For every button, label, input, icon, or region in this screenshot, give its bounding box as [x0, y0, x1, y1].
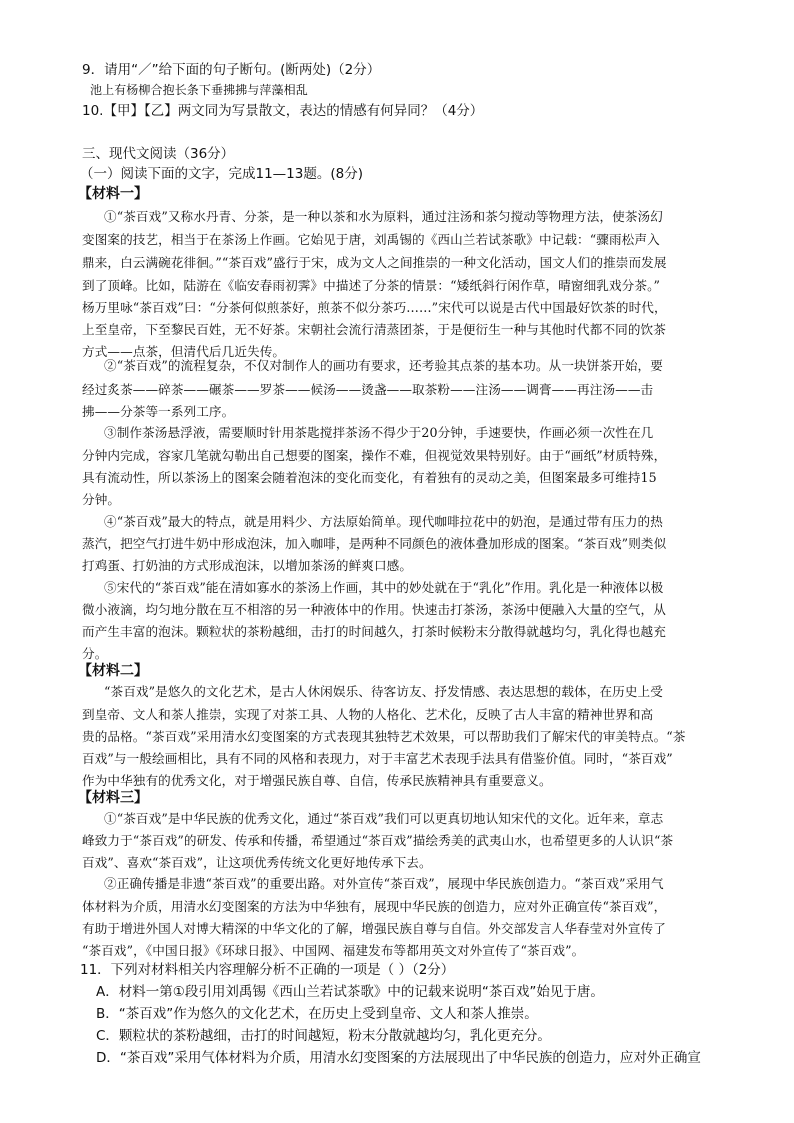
material-1-line: 方式——点茶，但清代后几近失传。 — [82, 344, 286, 359]
material-1-line: 分钟内完成，容家几笔就勾勒出自己想要的图案，操作不难，但视觉效果特别好。由于“画纸”材质特殊， — [82, 448, 667, 463]
material-1-line: 具有流动性，所以茶汤上的图案会随着泡沫的变化而变化，有着独有的灵动之美，但图案最多可维持15 — [82, 470, 657, 485]
material-3-line: ②正确传播是非遗“茶百戏”的重要出路。对外宣传“茶百戏”，展现中华民族创造力。“茶百戏”采用气 — [104, 876, 664, 891]
material-3-line: “茶百戏”，《中国日报》《环球日报》、中国网、福建发布等都用英文对外宣传了“茶百戏”。 — [82, 943, 585, 958]
material-1-line: ⑤宋代的“茶百戏”能在清如寡水的茶汤上作画，其中的妙处就在于“乳化”作用。乳化是一种液体以极 — [104, 580, 664, 595]
material-1-line: 微小液滴，均匀地分散在互不相溶的另一种液体中的作用。快速击打茶汤，茶汤中便融入大量的空气，从 — [82, 602, 666, 617]
section-3-title: 三、现代文阅读（36分） — [82, 146, 235, 162]
material-1-line: 上至皇帝，下至黎民百姓，无不好茶。宋朝社会流行清蒸团茶，于是便衍生一种与其他时代都不同的饮茶 — [82, 322, 666, 337]
material-3-line: 体材料为介质，用清水幻变图案的方法为中华独有，展现中华民族的创造力，应对外正确宣传“茶百戏”， — [82, 899, 667, 914]
material-2-line: “茶百戏”是悠久的文化艺术，是古人休闲娱乐、待客访友、抒发情感、表达思想的载体，在历史上受 — [104, 684, 663, 699]
material-3-line: 有助于增进外国人对博大精深的中华文化的了解，增强民族自尊与自信。外交部发言人华春莹对外宣传了 — [82, 921, 666, 936]
question-11-option-d: D．“茶百戏”采用气体材料为介质，用清水幻变图案的方法展现出了中华民族的创造力，应对外正确宣 — [96, 1050, 701, 1066]
material-2-line: 贵的品格。“茶百戏”采用清水幻变图案的方式表现其独特艺术效果，可以帮助我们了解宋代的审美特点。“茶 — [82, 729, 686, 744]
material-1-line: 杨万里咏“茶百戏”曰：“分茶何似煎茶好，煎茶不似分茶巧……”宋代可以说是古代中国最好饮茶的时代， — [82, 300, 667, 315]
material-3-heading: 【材料三】 — [78, 790, 148, 806]
material-1-line: 分钟。 — [82, 492, 121, 507]
material-2-line: 百戏”与一般绘画相比，具有不同的风格和表现力，对于丰富艺术表现手法具有借鉴价值。同时，“茶百戏” — [82, 751, 673, 766]
material-1-line: 拂——分茶等一系列工序。 — [82, 404, 235, 419]
material-2-line: 到皇帝、文人和茶人推崇，实现了对茶工具、人物的人格化、艺术化，反映了古人丰富的精神世界和高 — [82, 707, 654, 722]
material-1-line: 变图案的技艺，相当于在茶汤上作画。它始见于唐，刘禹锡的《西山兰若试茶歌》中记载：“骤雨松声入 — [82, 232, 660, 247]
question-9-prompt: 9．请用“／”给下面的句子断句。(断两处)（2分） — [82, 62, 381, 78]
question-10-prompt: 10.【甲】【乙】两文同为写景散文，表达的情感有何异同？（4分） — [82, 103, 484, 119]
material-1-line: ④“茶百戏”最大的特点，就是用料少、方法原始简单。现代咖啡拉花中的奶泡，是通过带有压力的热 — [104, 514, 663, 529]
question-9-sentence: 池上有杨柳合抱长条下垂拂拂与萍藻相乱 — [90, 83, 308, 97]
material-1-line: 而产生丰富的泡沫。颗粒状的茶粉越细，击打的时间越久，打茶时候粉末分散得就越均匀，乳化得也越充 — [82, 624, 666, 639]
question-11-prompt: 11．下列对材料相关内容理解分析不正确的一项是（ ）（2分） — [80, 962, 455, 978]
question-11-option-b: B．“茶百戏”作为悠久的文化艺术，在历史上受到皇帝、文人和茶人推崇。 — [96, 1006, 538, 1022]
material-3-line: 峰致力于“茶百戏”的研发、传承和传播，希望通过“茶百戏”描绘秀美的武夷山水，也希望更多的人认识“茶 — [82, 833, 674, 848]
material-1-heading: 【材料一】 — [78, 186, 148, 202]
material-1-line: 鼎来，白云满碗花徘徊。”“茶百戏”盛行于宋，成为文人之间推崇的一种文化活动，国文人们的推崇而发展 — [82, 255, 667, 270]
material-2-line: 作为中华独有的优秀文化，对于增强民族自尊、自信，传承民族精神具有重要意义。 — [82, 773, 552, 788]
material-2-heading: 【材料二】 — [78, 663, 148, 679]
material-1-line: ③制作茶汤悬浮液，需要顺时针用茶匙搅拌茶汤不得少于20分钟，手速要快，作画必须一次性在几 — [104, 425, 654, 440]
material-1-line: 蒸汽，把空气打进牛奶中形成泡沫，加入咖啡，是两种不同颜色的液体叠加形成的图案。“茶百戏”则类似 — [82, 536, 667, 551]
section-3-subtitle: （一）阅读下面的文字，完成11—13题。(8分) — [80, 166, 363, 182]
material-1-line: 分。 — [82, 646, 108, 661]
material-3-line: ①“茶百戏”是中华民族的优秀文化，通过“茶百戏”我们可以更真切地认知宋代的文化。近年来，章志 — [104, 811, 664, 826]
material-3-line: 百戏”、喜欢“茶百戏”，让这项优秀传统文化更好地传承下去。 — [82, 855, 432, 870]
material-1-line: ①“茶百戏”又称水丹青、分茶，是一种以茶和水为原料，通过注汤和茶匀搅动等物理方法，使茶汤幻 — [104, 209, 663, 224]
material-1-line: 经过炙茶——碎茶——碾茶——罗茶——候汤——烫盏——取茶粉——注汤——调膏——再注汤——击 — [82, 382, 654, 397]
material-1-line: 到了顶峰。比如，陆游在《临安春雨初霁》中描述了分茶的情景：“矮纸斜行闲作草，晴窗细乳戏分茶。” — [82, 278, 660, 293]
question-11-option-c: C．颗粒状的茶粉越细，击打的时间越短，粉末分散就越均匀，乳化更充分。 — [96, 1028, 551, 1044]
material-1-line: 打鸡蛋、打奶油的方式形成泡沫，以增加茶汤的鲜爽口感。 — [82, 558, 413, 573]
material-1-line: ②“茶百戏”的流程复杂，不仅对制作人的画功有要求，还考验其点茶的基本功。从一块饼茶开始，要 — [104, 358, 663, 373]
question-11-option-a: A．材料一第①段引用刘禹锡《西山兰若试茶歌》中的记载来说明“茶百戏”始见于唐。 — [96, 984, 604, 1000]
